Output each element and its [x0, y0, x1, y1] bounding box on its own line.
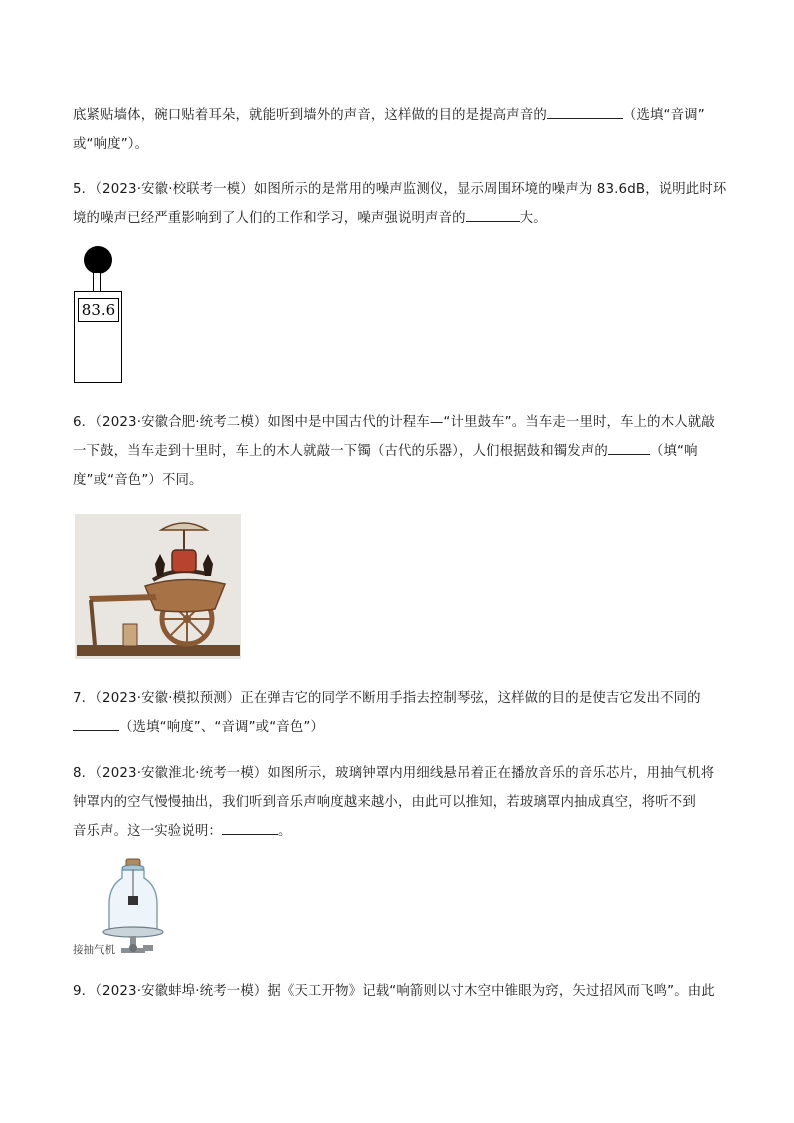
- odometer-cart-photo: [75, 514, 241, 659]
- answer-blank[interactable]: [547, 104, 623, 119]
- answer-blank[interactable]: [73, 716, 119, 731]
- question-9-line-1: 9．（2023·安徽蚌埠·统考一模）据《天工开物》记载“响箭则以寸木空中锥眼为窍，矢过招风而飞鸣”。由此: [73, 984, 715, 999]
- meter-neck: [93, 272, 101, 292]
- question-6-line-1: 6．（2023·安徽合肥·统考二模）如图中是中国古代的计程车—“计里鼓车”。当车走一里时，车上的木人就敲: [73, 415, 715, 430]
- question-8-line-2: 钟罩内的空气慢慢抽出，我们听到音乐声响度越来越小，由此可以推知，若玻璃罩内抽成真空，将听不到: [73, 795, 696, 810]
- jar-label: 接抽气机: [73, 944, 115, 956]
- question-6-line-3: 度”或“音色”）不同。: [73, 473, 203, 488]
- question-5-line-2: 境的噪声已经严重影响到了人们的工作和学习，噪声强说明声音的 大。: [73, 207, 547, 226]
- text-line: 底紧贴墙体，碗口贴着耳朵，就能听到墙外的声音，这样做的目的是提高声音的 （选填“音调”: [73, 104, 705, 123]
- text-line: 或“响度”）。: [73, 137, 149, 152]
- answer-blank[interactable]: [608, 440, 650, 455]
- meter-display: 83.6: [78, 298, 119, 322]
- question-7-line-1: 7．（2023·安徽·模拟预测）正在弹吉它的同学不断用手指去控制琴弦，这样做的目的是使吉它发出不同的: [73, 691, 701, 706]
- answer-blank[interactable]: [466, 207, 520, 222]
- question-8-line-1: 8．（2023·安徽淮北·统考一模）如图所示，玻璃钟罩内用细线悬吊着正在播放音乐的音乐芯片，用抽气机将: [73, 766, 715, 781]
- question-7-line-2: （选填“响度”、“音调”或“音色”）: [73, 716, 324, 735]
- question-5-line-1: 5．（2023·安徽·校联考一模）如图所示的是常用的噪声监测仪，显示周围环境的噪声为 83.6dB，说明此时环: [73, 182, 727, 197]
- question-8-line-3: 音乐声。这一实验说明： 。: [73, 820, 292, 839]
- meter-microphone: [84, 246, 112, 274]
- answer-blank[interactable]: [222, 820, 278, 835]
- question-6-line-2: 一下鼓，当车走到十里时，车上的木人就敲一下镯（古代的乐器），人们根据鼓和镯发声的 （填“响: [73, 440, 698, 459]
